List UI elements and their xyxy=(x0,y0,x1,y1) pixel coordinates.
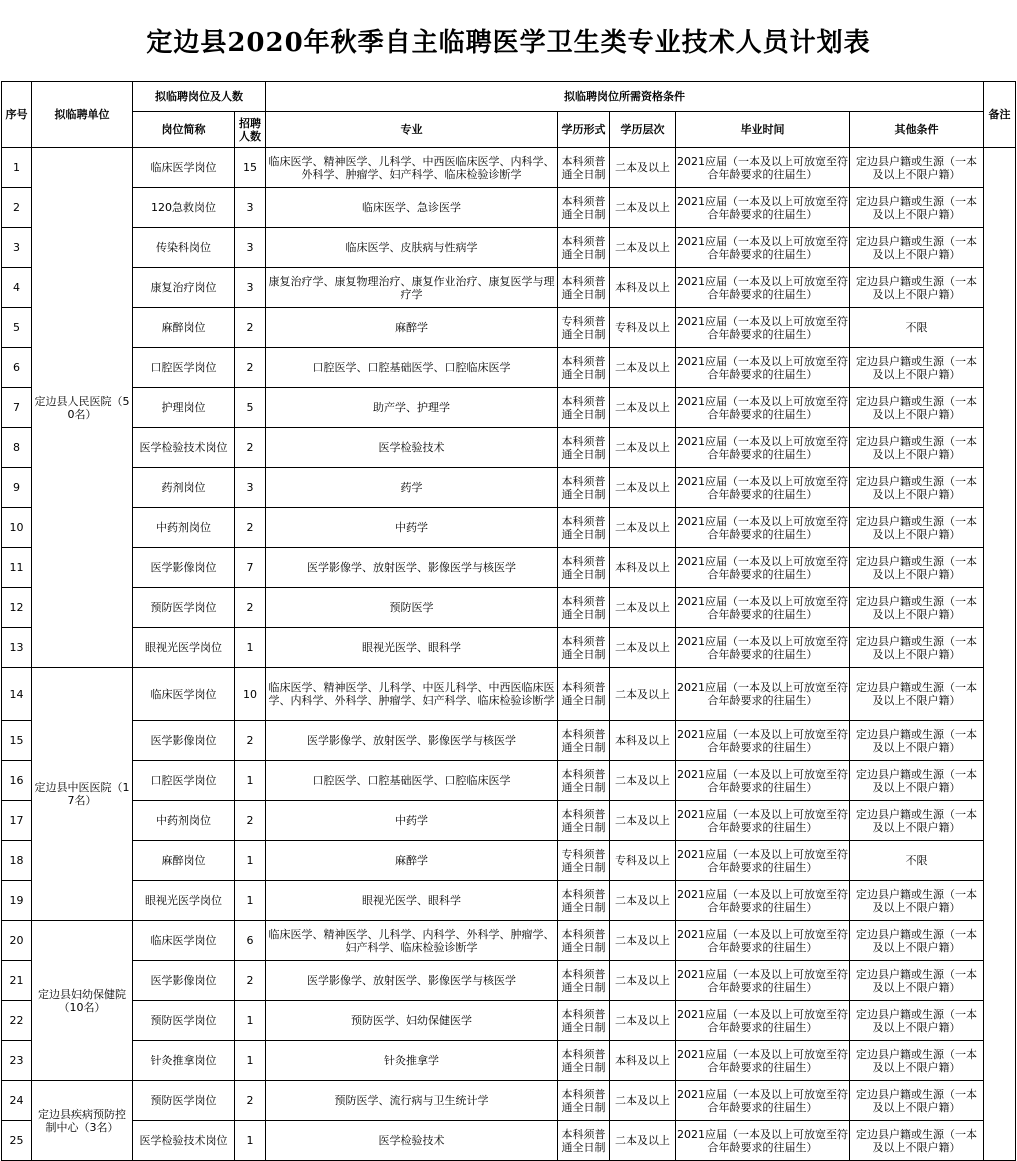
row-count: 2 xyxy=(235,721,266,761)
row-count: 3 xyxy=(235,468,266,508)
row-major: 助产学、护理学 xyxy=(266,388,558,428)
row-position: 针灸推拿岗位 xyxy=(133,1041,235,1081)
row-grad-time: 2021应届（一本及以上可放宽至符合年龄要求的往届生） xyxy=(676,1121,850,1161)
row-grad-time: 2021应届（一本及以上可放宽至符合年龄要求的往届生） xyxy=(676,388,850,428)
row-major: 麻醉学 xyxy=(266,841,558,881)
table-row xyxy=(2,841,1016,881)
row-edu-level: 二本及以上 xyxy=(610,388,676,428)
table-row xyxy=(2,188,1016,228)
table-row xyxy=(2,348,1016,388)
row-edu-form: 本科须普通全日制 xyxy=(558,721,610,761)
row-other: 定边县户籍或生源（一本及以上不限户籍） xyxy=(850,188,984,228)
row-major: 药学 xyxy=(266,468,558,508)
header-positions-group: 拟临聘岗位及人数 xyxy=(133,82,266,112)
row-edu-form: 本科须普通全日制 xyxy=(558,228,610,268)
header-grad-time: 毕业时间 xyxy=(676,112,850,148)
row-major: 口腔医学、口腔基础医学、口腔临床医学 xyxy=(266,761,558,801)
row-other: 定边县户籍或生源（一本及以上不限户籍） xyxy=(850,921,984,961)
row-position: 麻醉岗位 xyxy=(133,841,235,881)
table-row xyxy=(2,881,1016,921)
row-position: 中药剂岗位 xyxy=(133,801,235,841)
row-position: 医学检验技术岗位 xyxy=(133,428,235,468)
row-edu-level: 二本及以上 xyxy=(610,1001,676,1041)
row-major: 眼视光医学、眼科学 xyxy=(266,881,558,921)
row-count: 3 xyxy=(235,228,266,268)
row-seq: 14 xyxy=(2,668,32,721)
row-edu-form: 本科须普通全日制 xyxy=(558,961,610,1001)
header-major: 专业 xyxy=(266,112,558,148)
row-edu-form: 专科须普通全日制 xyxy=(558,841,610,881)
header-row-bottom xyxy=(2,112,1016,148)
row-count: 5 xyxy=(235,388,266,428)
row-seq: 3 xyxy=(2,228,32,268)
header-seq: 序号 xyxy=(2,82,32,148)
row-edu-level: 二本及以上 xyxy=(610,1081,676,1121)
row-edu-level: 本科及以上 xyxy=(610,268,676,308)
row-grad-time: 2021应届（一本及以上可放宽至符合年龄要求的往届生） xyxy=(676,921,850,961)
row-edu-form: 本科须普通全日制 xyxy=(558,801,610,841)
row-seq: 6 xyxy=(2,348,32,388)
row-major: 中药学 xyxy=(266,508,558,548)
row-seq: 13 xyxy=(2,628,32,668)
row-edu-level: 本科及以上 xyxy=(610,548,676,588)
table-row xyxy=(2,801,1016,841)
row-other: 定边县户籍或生源（一本及以上不限户籍） xyxy=(850,588,984,628)
row-edu-form: 本科须普通全日制 xyxy=(558,1041,610,1081)
row-other: 定边县户籍或生源（一本及以上不限户籍） xyxy=(850,1081,984,1121)
row-edu-level: 专科及以上 xyxy=(610,841,676,881)
row-grad-time: 2021应届（一本及以上可放宽至符合年龄要求的往届生） xyxy=(676,721,850,761)
row-position: 传染科岗位 xyxy=(133,228,235,268)
row-count: 2 xyxy=(235,588,266,628)
row-count: 1 xyxy=(235,841,266,881)
table-row xyxy=(2,761,1016,801)
row-edu-level: 专科及以上 xyxy=(610,308,676,348)
row-grad-time: 2021应届（一本及以上可放宽至符合年龄要求的往届生） xyxy=(676,228,850,268)
table-row xyxy=(2,588,1016,628)
row-grad-time: 2021应届（一本及以上可放宽至符合年龄要求的往届生） xyxy=(676,1081,850,1121)
row-position: 预防医学岗位 xyxy=(133,588,235,628)
remark-cell xyxy=(984,148,1016,1161)
row-other: 定边县户籍或生源（一本及以上不限户籍） xyxy=(850,468,984,508)
row-other: 定边县户籍或生源（一本及以上不限户籍） xyxy=(850,268,984,308)
table-row xyxy=(2,961,1016,1001)
header-row-top xyxy=(2,82,1016,112)
row-edu-form: 本科须普通全日制 xyxy=(558,588,610,628)
row-other: 定边县户籍或生源（一本及以上不限户籍） xyxy=(850,228,984,268)
table-row xyxy=(2,548,1016,588)
table-row xyxy=(2,508,1016,548)
row-edu-level: 二本及以上 xyxy=(610,188,676,228)
row-edu-form: 本科须普通全日制 xyxy=(558,428,610,468)
row-other: 定边县户籍或生源（一本及以上不限户籍） xyxy=(850,548,984,588)
unit-cell: 定边县人民医院（50名） xyxy=(32,148,133,668)
row-seq: 23 xyxy=(2,1041,32,1081)
row-major: 临床医学、精神医学、儿科学、内科学、外科学、肿瘤学、妇产科学、临床检验诊断学 xyxy=(266,921,558,961)
row-position: 医学检验技术岗位 xyxy=(133,1121,235,1161)
row-other: 定边县户籍或生源（一本及以上不限户籍） xyxy=(850,148,984,188)
row-position: 预防医学岗位 xyxy=(133,1001,235,1041)
row-other: 不限 xyxy=(850,841,984,881)
row-other: 定边县户籍或生源（一本及以上不限户籍） xyxy=(850,388,984,428)
row-edu-level: 二本及以上 xyxy=(610,348,676,388)
row-seq: 4 xyxy=(2,268,32,308)
row-count: 3 xyxy=(235,268,266,308)
row-edu-level: 二本及以上 xyxy=(610,761,676,801)
row-major: 医学影像学、放射医学、影像医学与核医学 xyxy=(266,721,558,761)
row-major: 临床医学、精神医学、儿科学、中西医临床医学、内科学、外科学、肿瘤学、妇产科学、临床检验诊断学 xyxy=(266,148,558,188)
row-edu-form: 本科须普通全日制 xyxy=(558,881,610,921)
row-count: 2 xyxy=(235,961,266,1001)
row-grad-time: 2021应届（一本及以上可放宽至符合年龄要求的往届生） xyxy=(676,841,850,881)
row-seq: 22 xyxy=(2,1001,32,1041)
row-position: 口腔医学岗位 xyxy=(133,348,235,388)
row-edu-level: 二本及以上 xyxy=(610,428,676,468)
row-count: 1 xyxy=(235,1001,266,1041)
row-position: 口腔医学岗位 xyxy=(133,761,235,801)
row-major: 麻醉学 xyxy=(266,308,558,348)
row-grad-time: 2021应届（一本及以上可放宽至符合年龄要求的往届生） xyxy=(676,148,850,188)
row-seq: 9 xyxy=(2,468,32,508)
table-row xyxy=(2,148,1016,188)
row-other: 定边县户籍或生源（一本及以上不限户籍） xyxy=(850,1121,984,1161)
row-major: 医学影像学、放射医学、影像医学与核医学 xyxy=(266,961,558,1001)
row-edu-level: 二本及以上 xyxy=(610,228,676,268)
row-count: 15 xyxy=(235,148,266,188)
row-count: 10 xyxy=(235,668,266,721)
row-position: 临床医学岗位 xyxy=(133,148,235,188)
table-row xyxy=(2,468,1016,508)
row-other: 定边县户籍或生源（一本及以上不限户籍） xyxy=(850,508,984,548)
row-count: 1 xyxy=(235,881,266,921)
header-requirements-group: 拟临聘岗位所需资格条件 xyxy=(266,82,984,112)
row-position: 药剂岗位 xyxy=(133,468,235,508)
row-edu-form: 本科须普通全日制 xyxy=(558,148,610,188)
row-seq: 1 xyxy=(2,148,32,188)
row-major: 预防医学、妇幼保健医学 xyxy=(266,1001,558,1041)
row-position: 120急救岗位 xyxy=(133,188,235,228)
row-major: 医学影像学、放射医学、影像医学与核医学 xyxy=(266,548,558,588)
table-row xyxy=(2,228,1016,268)
row-other: 定边县户籍或生源（一本及以上不限户籍） xyxy=(850,1041,984,1081)
row-position: 临床医学岗位 xyxy=(133,668,235,721)
row-seq: 7 xyxy=(2,388,32,428)
row-seq: 15 xyxy=(2,721,32,761)
row-grad-time: 2021应届（一本及以上可放宽至符合年龄要求的往届生） xyxy=(676,188,850,228)
row-seq: 2 xyxy=(2,188,32,228)
row-other: 不限 xyxy=(850,308,984,348)
recruitment-plan-table xyxy=(1,81,1016,1161)
row-major: 临床医学、急诊医学 xyxy=(266,188,558,228)
row-other: 定边县户籍或生源（一本及以上不限户籍） xyxy=(850,428,984,468)
row-other: 定边县户籍或生源（一本及以上不限户籍） xyxy=(850,348,984,388)
row-edu-level: 二本及以上 xyxy=(610,1121,676,1161)
row-edu-form: 本科须普通全日制 xyxy=(558,761,610,801)
row-grad-time: 2021应届（一本及以上可放宽至符合年龄要求的往届生） xyxy=(676,668,850,721)
row-grad-time: 2021应届（一本及以上可放宽至符合年龄要求的往届生） xyxy=(676,348,850,388)
row-count: 6 xyxy=(235,921,266,961)
row-major: 康复治疗学、康复物理治疗、康复作业治疗、康复医学与理疗学 xyxy=(266,268,558,308)
header-count: 招聘人数 xyxy=(235,112,266,148)
row-edu-level: 二本及以上 xyxy=(610,468,676,508)
row-position: 眼视光医学岗位 xyxy=(133,881,235,921)
row-seq: 12 xyxy=(2,588,32,628)
row-major: 中药学 xyxy=(266,801,558,841)
row-count: 2 xyxy=(235,428,266,468)
row-edu-form: 本科须普通全日制 xyxy=(558,668,610,721)
row-seq: 11 xyxy=(2,548,32,588)
row-position: 康复治疗岗位 xyxy=(133,268,235,308)
row-count: 1 xyxy=(235,761,266,801)
header-remark: 备注 xyxy=(984,82,1016,148)
table-row xyxy=(2,308,1016,348)
row-count: 2 xyxy=(235,348,266,388)
row-seq: 18 xyxy=(2,841,32,881)
header-other: 其他条件 xyxy=(850,112,984,148)
row-edu-level: 二本及以上 xyxy=(610,508,676,548)
row-grad-time: 2021应届（一本及以上可放宽至符合年龄要求的往届生） xyxy=(676,308,850,348)
row-seq: 20 xyxy=(2,921,32,961)
row-major: 针灸推拿学 xyxy=(266,1041,558,1081)
row-major: 预防医学 xyxy=(266,588,558,628)
row-seq: 19 xyxy=(2,881,32,921)
row-edu-form: 本科须普通全日制 xyxy=(558,268,610,308)
row-grad-time: 2021应届（一本及以上可放宽至符合年龄要求的往届生） xyxy=(676,468,850,508)
row-grad-time: 2021应届（一本及以上可放宽至符合年龄要求的往届生） xyxy=(676,1041,850,1081)
table-row xyxy=(2,668,1016,721)
row-edu-level: 二本及以上 xyxy=(610,961,676,1001)
row-edu-level: 二本及以上 xyxy=(610,148,676,188)
row-count: 2 xyxy=(235,801,266,841)
row-edu-form: 本科须普通全日制 xyxy=(558,388,610,428)
row-edu-level: 二本及以上 xyxy=(610,881,676,921)
row-edu-level: 本科及以上 xyxy=(610,1041,676,1081)
row-grad-time: 2021应届（一本及以上可放宽至符合年龄要求的往届生） xyxy=(676,268,850,308)
row-grad-time: 2021应届（一本及以上可放宽至符合年龄要求的往届生） xyxy=(676,508,850,548)
unit-cell: 定边县中医医院（17名） xyxy=(32,668,133,921)
row-seq: 25 xyxy=(2,1121,32,1161)
table-row xyxy=(2,1081,1016,1121)
unit-cell: 定边县疾病预防控制中心（3名） xyxy=(32,1081,133,1161)
row-seq: 5 xyxy=(2,308,32,348)
row-position: 护理岗位 xyxy=(133,388,235,428)
row-major: 医学检验技术 xyxy=(266,1121,558,1161)
row-edu-form: 本科须普通全日制 xyxy=(558,348,610,388)
row-edu-level: 二本及以上 xyxy=(610,668,676,721)
row-other: 定边县户籍或生源（一本及以上不限户籍） xyxy=(850,961,984,1001)
row-position: 预防医学岗位 xyxy=(133,1081,235,1121)
row-edu-form: 本科须普通全日制 xyxy=(558,508,610,548)
row-edu-form: 本科须普通全日制 xyxy=(558,1001,610,1041)
row-edu-form: 本科须普通全日制 xyxy=(558,188,610,228)
row-grad-time: 2021应届（一本及以上可放宽至符合年龄要求的往届生） xyxy=(676,761,850,801)
row-seq: 10 xyxy=(2,508,32,548)
row-grad-time: 2021应届（一本及以上可放宽至符合年龄要求的往届生） xyxy=(676,548,850,588)
row-major: 预防医学、流行病与卫生统计学 xyxy=(266,1081,558,1121)
table-row xyxy=(2,1001,1016,1041)
row-position: 医学影像岗位 xyxy=(133,721,235,761)
row-position: 麻醉岗位 xyxy=(133,308,235,348)
row-count: 1 xyxy=(235,1121,266,1161)
table-row xyxy=(2,921,1016,961)
row-edu-form: 本科须普通全日制 xyxy=(558,1081,610,1121)
row-count: 1 xyxy=(235,628,266,668)
row-seq: 8 xyxy=(2,428,32,468)
row-other: 定边县户籍或生源（一本及以上不限户籍） xyxy=(850,761,984,801)
row-position: 医学影像岗位 xyxy=(133,548,235,588)
row-grad-time: 2021应届（一本及以上可放宽至符合年龄要求的往届生） xyxy=(676,1001,850,1041)
row-major: 临床医学、皮肤病与性病学 xyxy=(266,228,558,268)
row-edu-form: 本科须普通全日制 xyxy=(558,1121,610,1161)
header-position: 岗位简称 xyxy=(133,112,235,148)
row-position: 临床医学岗位 xyxy=(133,921,235,961)
row-count: 2 xyxy=(235,308,266,348)
row-edu-form: 本科须普通全日制 xyxy=(558,468,610,508)
row-grad-time: 2021应届（一本及以上可放宽至符合年龄要求的往届生） xyxy=(676,628,850,668)
row-grad-time: 2021应届（一本及以上可放宽至符合年龄要求的往届生） xyxy=(676,801,850,841)
row-grad-time: 2021应届（一本及以上可放宽至符合年龄要求的往届生） xyxy=(676,588,850,628)
row-count: 2 xyxy=(235,508,266,548)
row-position: 医学影像岗位 xyxy=(133,961,235,1001)
row-grad-time: 2021应届（一本及以上可放宽至符合年龄要求的往届生） xyxy=(676,961,850,1001)
row-position: 眼视光医学岗位 xyxy=(133,628,235,668)
row-grad-time: 2021应届（一本及以上可放宽至符合年龄要求的往届生） xyxy=(676,881,850,921)
row-other: 定边县户籍或生源（一本及以上不限户籍） xyxy=(850,1001,984,1041)
row-edu-form: 本科须普通全日制 xyxy=(558,628,610,668)
row-seq: 24 xyxy=(2,1081,32,1121)
row-major: 医学检验技术 xyxy=(266,428,558,468)
row-other: 定边县户籍或生源（一本及以上不限户籍） xyxy=(850,801,984,841)
header-edu-form: 学历形式 xyxy=(558,112,610,148)
row-count: 2 xyxy=(235,1081,266,1121)
row-count: 7 xyxy=(235,548,266,588)
row-edu-form: 本科须普通全日制 xyxy=(558,921,610,961)
table-row xyxy=(2,388,1016,428)
row-other: 定边县户籍或生源（一本及以上不限户籍） xyxy=(850,721,984,761)
table-row xyxy=(2,268,1016,308)
row-edu-level: 二本及以上 xyxy=(610,921,676,961)
unit-cell: 定边县妇幼保健院（10名） xyxy=(32,921,133,1081)
page-title: 定边县2020年秋季自主临聘医学卫生类专业技术人员计划表 xyxy=(146,28,871,58)
row-other: 定边县户籍或生源（一本及以上不限户籍） xyxy=(850,881,984,921)
row-seq: 21 xyxy=(2,961,32,1001)
row-major: 口腔医学、口腔基础医学、口腔临床医学 xyxy=(266,348,558,388)
table-row xyxy=(2,721,1016,761)
row-count: 1 xyxy=(235,1041,266,1081)
row-seq: 16 xyxy=(2,761,32,801)
row-edu-level: 二本及以上 xyxy=(610,801,676,841)
row-major: 眼视光医学、眼科学 xyxy=(266,628,558,668)
row-other: 定边县户籍或生源（一本及以上不限户籍） xyxy=(850,668,984,721)
table-row xyxy=(2,1121,1016,1161)
header-edu-level: 学历层次 xyxy=(610,112,676,148)
row-seq: 17 xyxy=(2,801,32,841)
row-edu-form: 专科须普通全日制 xyxy=(558,308,610,348)
row-other: 定边县户籍或生源（一本及以上不限户籍） xyxy=(850,628,984,668)
row-edu-level: 本科及以上 xyxy=(610,721,676,761)
row-edu-form: 本科须普通全日制 xyxy=(558,548,610,588)
row-grad-time: 2021应届（一本及以上可放宽至符合年龄要求的往届生） xyxy=(676,428,850,468)
table-row xyxy=(2,628,1016,668)
header-unit: 拟临聘单位 xyxy=(32,82,133,148)
row-position: 中药剂岗位 xyxy=(133,508,235,548)
table-row xyxy=(2,428,1016,468)
row-major: 临床医学、精神医学、儿科学、中医儿科学、中西医临床医学、内科学、外科学、肿瘤学、妇产科学、临床检验诊断学 xyxy=(266,668,558,721)
row-count: 3 xyxy=(235,188,266,228)
row-edu-level: 二本及以上 xyxy=(610,628,676,668)
row-edu-level: 二本及以上 xyxy=(610,588,676,628)
table-row xyxy=(2,1041,1016,1081)
